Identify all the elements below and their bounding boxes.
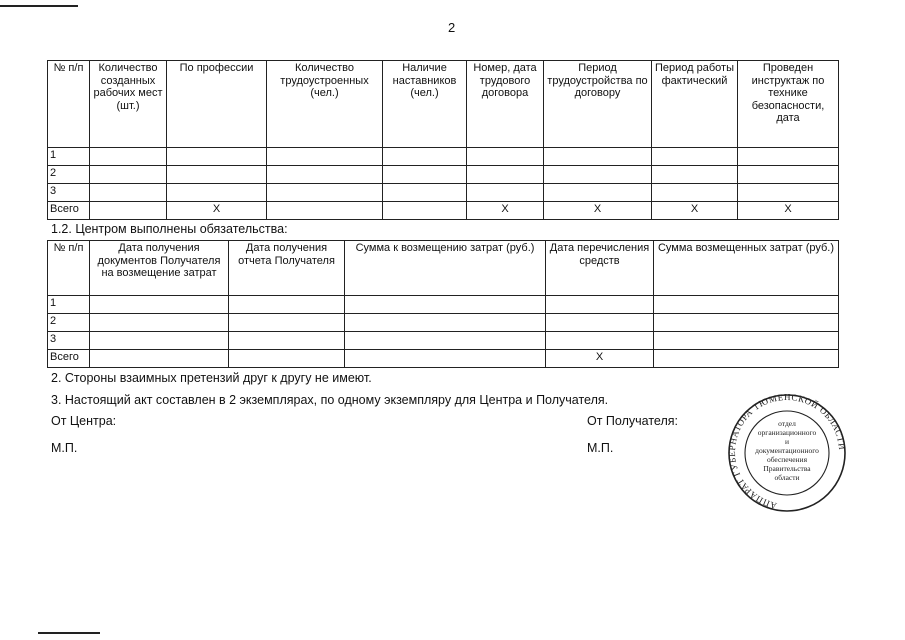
stamp-line: обеспечения [766,455,808,464]
from-recipient-label: От Получателя: [587,414,678,428]
table-cell [467,148,544,166]
table-cell [229,350,345,368]
col-header: Дата перечисления средств [546,241,654,296]
table-total-row [48,350,839,368]
col-header: Сумма возмещенных затрат (руб.) [654,241,839,296]
table-cell [738,166,839,184]
total-label: Всего [48,202,90,220]
table-cell [229,296,345,314]
page-number: 2 [448,20,456,35]
table-cell: X [546,350,654,368]
table-cell [652,184,738,202]
stamp-place-left: М.П. [51,441,78,455]
table-row [48,296,839,314]
row-number: 3 [48,184,90,202]
row-number: 1 [48,296,90,314]
col-header: № п/п [48,61,90,148]
table-cell [267,166,383,184]
table-cell [383,148,467,166]
official-stamp [722,392,852,514]
table-cell [90,166,167,184]
table-cell [167,166,267,184]
table-cell [229,332,345,350]
table-cell [345,296,546,314]
table-cell [90,202,167,220]
table-row [48,184,839,202]
row-number: 2 [48,314,90,332]
col-header: Количество трудоустроенных (чел.) [267,61,383,148]
table-row [48,332,839,350]
table-cell [654,314,839,332]
col-header: Дата получения отчета Получателя [229,241,345,296]
table-cell [267,184,383,202]
table-total-row [48,202,839,220]
col-header: Номер, дата трудового договора [467,61,544,148]
col-header: Сумма к возмещению затрат (руб.) [345,241,546,296]
table-cell [546,332,654,350]
row-number: 1 [48,148,90,166]
table-cell [383,184,467,202]
stamp-line: документационного [755,446,819,455]
table-cell [654,332,839,350]
table-cell [167,184,267,202]
stamp-place-right: М.П. [587,441,614,455]
col-header: По профессии [167,61,267,148]
table-cell [544,184,652,202]
obligations-table [47,240,839,368]
table-cell: X [738,202,839,220]
table-cell: X [652,202,738,220]
table-cell [467,166,544,184]
table-cell [652,148,738,166]
table-cell [345,350,546,368]
table-cell [546,314,654,332]
table-cell [652,166,738,184]
table-cell: X [167,202,267,220]
stamp-line: области [774,473,800,482]
stamp-line: Правительства [763,464,811,473]
from-center-label: От Центра: [51,414,117,428]
table-cell [738,184,839,202]
clause-2: 2. Стороны взаимных претензий друг к другу не имеют. [51,371,372,385]
jobs-table [47,60,839,220]
col-header: Наличие наставников (чел.) [383,61,467,148]
col-header: Период трудоустройства по договору [544,61,652,148]
row-number: 2 [48,166,90,184]
table-cell [90,296,229,314]
row-number: 3 [48,332,90,350]
section-heading: 1.2. Центром выполнены обязательства: [51,222,288,236]
table-cell: X [544,202,652,220]
table-cell [229,314,345,332]
table-cell [738,148,839,166]
table-cell [544,166,652,184]
total-label: Всего [48,350,90,368]
col-header: Количество созданных рабочих мест (шт.) [90,61,167,148]
table-cell [546,296,654,314]
table-cell [467,184,544,202]
bottom-edge-mark [38,632,100,634]
table-cell [167,148,267,166]
table-cell [383,166,467,184]
stamp-line: и [784,437,790,446]
table-cell [383,202,467,220]
table-cell [90,148,167,166]
clause-3: 3. Настоящий акт составлен в 2 экземплярах, по одному экземпляру для Центра и Получателя. [51,393,609,407]
col-header: № п/п [48,241,90,296]
table-cell [90,314,229,332]
table-cell [90,184,167,202]
stamp-ring-text: АППАРАТ ГУБЕРНАТОРА ТЮМЕНСКОЙ ОБЛАСТИ [726,392,848,511]
table-cell [544,148,652,166]
table-row [48,148,839,166]
col-header: Проведен инструктаж по технике безопасности, дата [738,61,839,148]
col-header: Дата получения документов Получателя на возмещение затрат [90,241,229,296]
table-cell [90,350,229,368]
top-edge-mark [0,5,78,7]
table-cell [345,314,546,332]
stamp-line: отдел [778,419,796,428]
table-header-row [48,241,839,296]
table-header-row [48,61,839,148]
table-cell [267,202,383,220]
col-header: Период работы фактический [652,61,738,148]
table-cell [267,148,383,166]
table-cell [90,332,229,350]
table-row [48,166,839,184]
stamp-line: организационного [757,428,817,437]
table-cell [345,332,546,350]
table-cell [654,296,839,314]
table-cell: X [467,202,544,220]
table-cell [654,350,839,368]
table-row [48,314,839,332]
